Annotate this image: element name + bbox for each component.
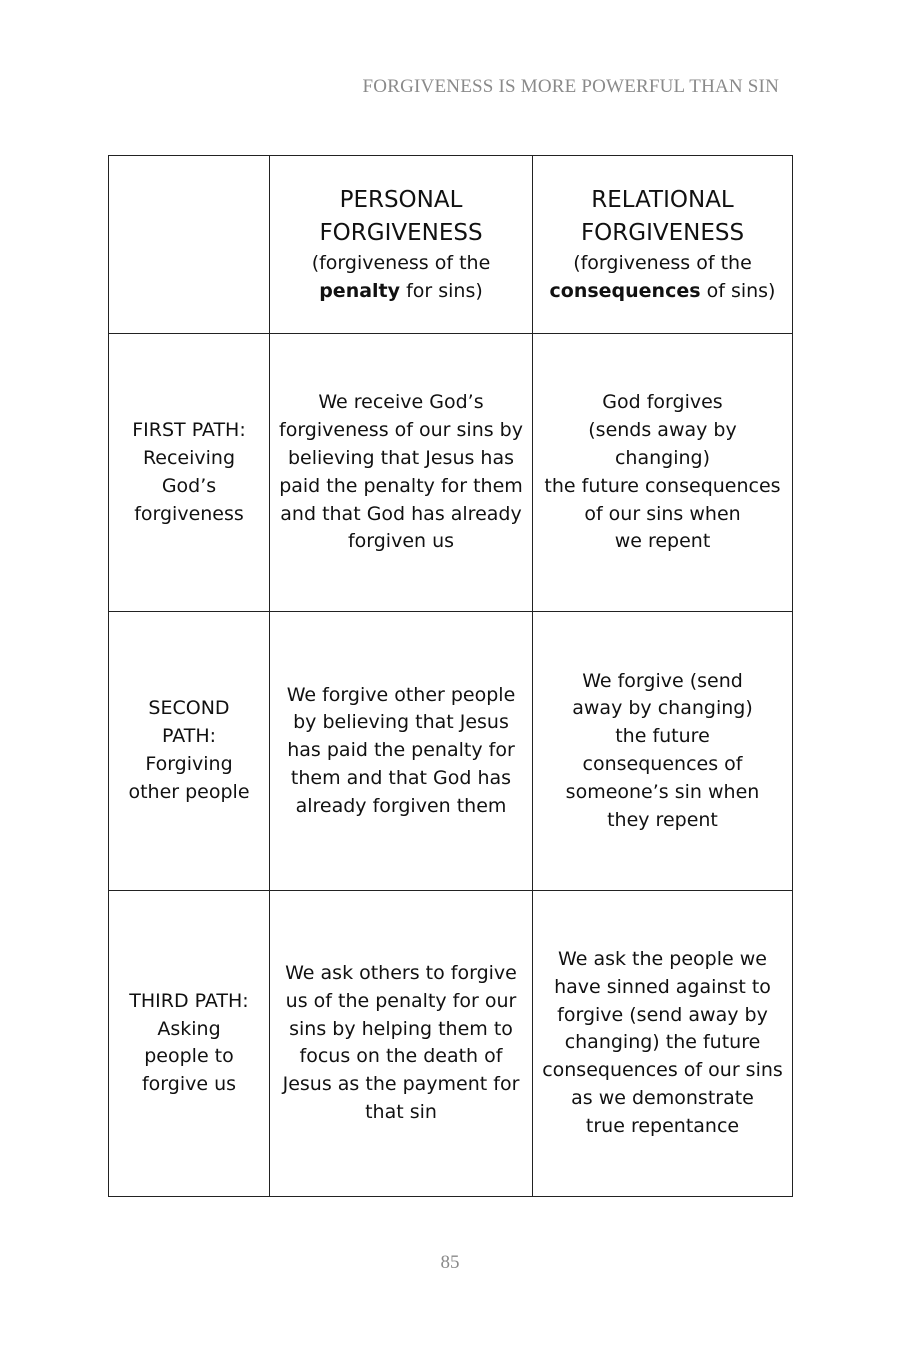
header-subtitle-line: [276, 278, 526, 306]
cell-line: sins by helping them to: [289, 1017, 513, 1040]
cell-line: someone’s sin when: [565, 780, 760, 803]
header-subtitle-line: (forgiveness of the: [311, 252, 491, 275]
cell-line: away by changing): [572, 697, 753, 720]
cell-line: by believing that Jesus: [293, 711, 509, 734]
cell-line: consequences of our sins: [542, 1059, 783, 1082]
cell-line: of our sins when: [584, 502, 741, 525]
row-label-line: forgive us: [141, 1073, 237, 1096]
cell-second-path-relational: [533, 612, 793, 890]
cell-first-path-relational: [533, 334, 793, 612]
cell-line: that sin: [365, 1100, 437, 1123]
row-label-line: FIRST PATH:: [132, 419, 246, 442]
row-label-third-path: [109, 890, 270, 1196]
cell-first-path-personal: [270, 334, 533, 612]
header-title-line: FORGIVENESS: [319, 220, 483, 247]
cell-line: us of the penalty for our: [285, 989, 517, 1012]
table-row-first-path: [109, 334, 793, 612]
header-subtitle-line: [539, 278, 786, 306]
header-subtitle-bold: consequences: [549, 279, 701, 302]
cell-line: have sinned against to: [554, 975, 771, 998]
row-label-line: forgiveness: [134, 502, 244, 525]
row-label-first-path: [109, 334, 270, 612]
page-number: 85: [440, 1252, 460, 1273]
row-label-line: Receiving: [142, 446, 236, 469]
header-subtitle-bold: penalty: [319, 279, 401, 302]
running-header: FORGIVENESS IS MORE POWERFUL THAN SIN: [362, 76, 779, 97]
cell-line: and that God has already: [280, 502, 522, 525]
cell-line: has paid the penalty for: [287, 739, 515, 762]
header-subtitle-line: (forgiveness of the: [573, 252, 752, 275]
cell-line: as we demonstrate: [571, 1087, 754, 1110]
header-title-line: PERSONAL: [339, 187, 463, 214]
header-subtitle-rest: for sins): [400, 279, 483, 302]
cell-line: changing) the future: [564, 1031, 761, 1054]
header-relational-forgiveness: [533, 156, 793, 334]
cell-line: believing that Jesus has: [287, 446, 515, 469]
cell-line: focus on the death of: [299, 1045, 503, 1068]
row-label-line: people to: [144, 1045, 234, 1068]
cell-third-path-relational: [533, 890, 793, 1196]
cell-line: the future: [615, 725, 710, 748]
cell-line: We forgive (send: [582, 669, 743, 692]
cell-line: the future consequences: [544, 474, 781, 497]
table-row-third-path: [109, 890, 793, 1196]
row-label-line: PATH:: [161, 725, 217, 748]
cell-line: they repent: [607, 808, 718, 831]
cell-line: true repentance: [585, 1114, 740, 1137]
row-label-line: Asking: [157, 1017, 221, 1040]
cell-line: We receive God’s: [318, 391, 484, 414]
cell-line: forgiveness of our sins by: [279, 419, 523, 442]
row-label-line: Forgiving: [145, 753, 233, 776]
cell-line: We forgive other people: [286, 683, 516, 706]
forgiveness-table: [108, 155, 793, 1197]
cell-line: God forgives: [602, 391, 723, 414]
cell-line: paid the penalty for them: [279, 474, 523, 497]
table-row-second-path: [109, 612, 793, 890]
row-label-line: God’s: [161, 474, 217, 497]
cell-line: forgiven us: [347, 530, 455, 553]
cell-line: already forgiven them: [295, 794, 507, 817]
cell-line: them and that God has: [290, 766, 512, 789]
cell-line: We ask others to forgive: [285, 961, 517, 984]
header-title-line: RELATIONAL: [591, 187, 734, 214]
row-label-second-path: [109, 612, 270, 890]
cell-line: We ask the people we: [558, 948, 767, 971]
cell-line: Jesus as the payment for: [282, 1073, 520, 1096]
header-personal-forgiveness: [270, 156, 533, 334]
header-subtitle-rest: of sins): [700, 279, 776, 302]
cell-line: (sends away by changing): [588, 419, 737, 469]
corner-cell: [109, 156, 270, 334]
row-label-line: SECOND: [148, 697, 230, 720]
cell-line: we repent: [614, 530, 711, 553]
cell-third-path-personal: [270, 890, 533, 1196]
row-label-line: THIRD PATH:: [129, 989, 249, 1012]
cell-line: consequences of: [582, 753, 743, 776]
header-title-line: FORGIVENESS: [580, 220, 745, 247]
table-header-row: [109, 156, 793, 334]
row-label-line: other people: [128, 780, 250, 803]
cell-second-path-personal: [270, 612, 533, 890]
cell-line: forgive (send away by: [557, 1003, 768, 1026]
